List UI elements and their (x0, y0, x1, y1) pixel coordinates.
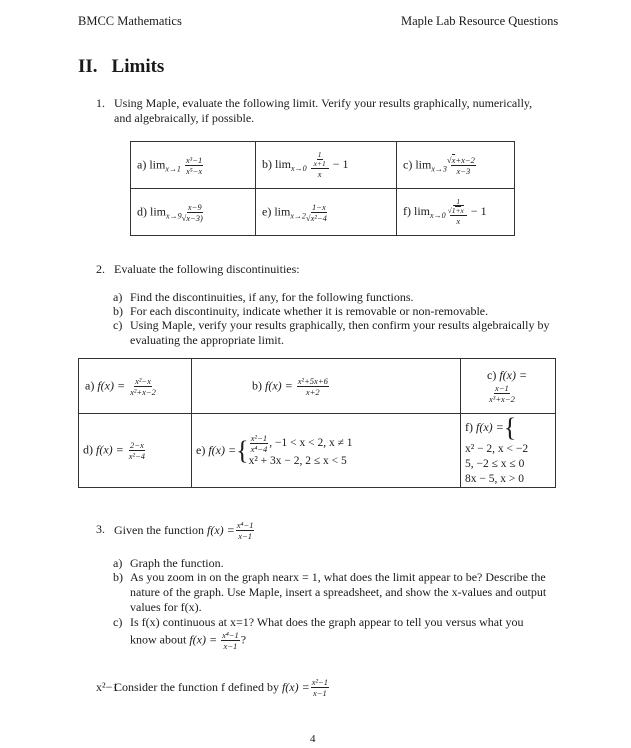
functions-table (78, 358, 556, 488)
q3-item-c-label: c) (113, 615, 123, 629)
page-number: 4 (310, 733, 316, 745)
q2-item-c: Using Maple, verify your results graphically, then confirm your results algebraically by evaluating the appropriate limit. (130, 318, 550, 347)
limit-c: c) $\lim_{x\to 3}$ √ $\frac{x+x-2}{x-3}$ (397, 142, 515, 189)
q2-item-a: Find the discontinuities, if any, for the following functions. (130, 290, 414, 304)
function-e: e) f(x) ={ $\frac{\text{x²−1}}{\text{x⁴−4}}$ , −1 < x < 2, x ≠ 1 x² + 3x − 2, 2 ≤ x < 5 (192, 414, 461, 488)
limit-b: b) $\lim_{x\to 0}$ $\frac{\frac{1}{x+1}}{x}$ − 1 (256, 142, 397, 189)
q2-item-c-label: c) (113, 318, 123, 332)
limit-f: f) $\lim_{x\to 0}$ 1 √ 1+x x − 1 (397, 189, 515, 236)
q3-item-a: Graph the function. (130, 556, 224, 570)
q2-number: 2. (96, 262, 105, 276)
limit-a: a) $\lim_{x\to 1}$ $\frac{\text{x³−1}}{\text{x⁵−x}}$ (131, 142, 256, 189)
q3-number: 3. (96, 522, 105, 536)
q3-item-b: As you zoom in on the graph nearx = 1, what does the limit appear to be? Describe the nature of the graph. Use Maple, insert a spreadsheet, and show the x-values and output values for f(x). (130, 570, 547, 614)
section-name: Limits (111, 56, 165, 77)
q2-item-b-label: b) (113, 304, 123, 318)
header-left: BMCC Mathematics (78, 14, 182, 28)
q2-item-b: For each discontinuity, indicate whether it is removable or non-removable. (130, 304, 489, 318)
q1-text: Using Maple, evaluate the following limit. Verify your results graphically, numerically, and algebraically, if possible. (114, 96, 533, 125)
function-a: a) f(x) = $\frac{\text{x²−x}}{\text{x²+x−2}}$ (79, 359, 192, 414)
limit-e: e) $\lim_{x\to 2}$ 1−x √ x²−4 (256, 189, 397, 236)
q3-item-a-label: a) (113, 556, 123, 570)
function-d: d) f(x) = $\frac{2-x}{\text{x²−4}}$ (79, 414, 192, 488)
q2-text: Evaluate the following discontinuities: (114, 262, 300, 276)
q3-text: Given the function f(x) = $\frac{\text{x⁴−1}}{x-1}$ (114, 519, 254, 541)
function-c: c) f(x) = $\frac{x-1}{\text{x³+x−2}}$ (461, 359, 556, 414)
limit-d: d) $\lim_{x\to 9}$ x−9 √ x−3) (131, 189, 256, 236)
section-title (78, 56, 178, 78)
q4-number: x²−1 (96, 680, 119, 694)
q1-number: 1. (96, 96, 105, 110)
header-right: Maple Lab Resource Questions (401, 14, 559, 28)
q3-item-b-label: b) (113, 570, 123, 584)
function-b: b) f(x) = $\frac{\text{x²+5x+6}}{x+2}$ (192, 359, 461, 414)
q4-text: Consider the function f defined by f(x) = $\frac{\text{x²−1}}{x-1}$ (114, 676, 329, 698)
q2-item-a-label: a) (113, 290, 123, 304)
limits-table (130, 141, 515, 236)
section-number: II. (78, 56, 98, 77)
q3-item-c: Is f(x) continuous at x=1? What does the graph appear to tell you versus what you know about f(x) = $\frac{\text{x⁴−1}}{x-1}$ ? (130, 615, 524, 651)
function-f: f) f(x) ={ x² − 2, x < −2 5, −2 ≤ x ≤ 0 8x − 5, x > 0 (461, 414, 556, 488)
